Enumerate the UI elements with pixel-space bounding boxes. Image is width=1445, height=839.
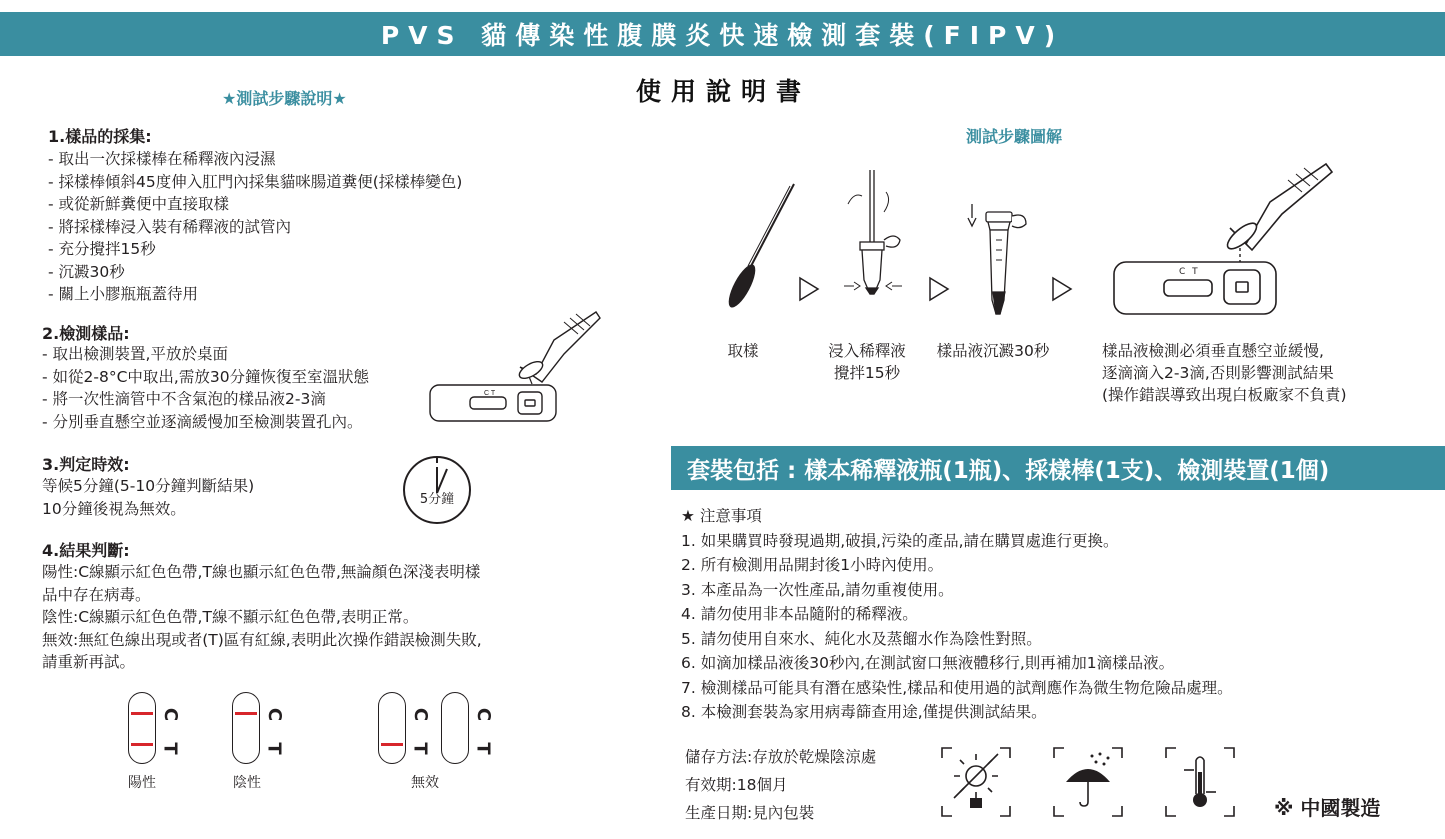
made-in-label: ※ 中國製造: [1274, 796, 1381, 820]
list-item: 5. 請勿使用自來水、純化水及蒸餾水作為陰性對照。: [681, 629, 1042, 648]
list-item: 8. 本檢測套裝為家用病毒篩查用途,僅提供測試結果。: [681, 703, 1047, 721]
temperature-limit-icon: [1164, 746, 1236, 818]
result-label-invalid: 無效: [411, 775, 439, 791]
storage-info: [685, 743, 876, 827]
section-testing-lines: [42, 343, 369, 433]
result-label-negative: 陰性: [233, 775, 261, 791]
keep-dry-icon: [1052, 746, 1124, 818]
production-date: 生產日期:見內包裝: [685, 804, 815, 822]
tube-settling-illustration: [964, 200, 1034, 320]
shelf-life: 有效期:18個月: [685, 776, 788, 794]
c-label: C: [473, 707, 495, 722]
caption-line: 攪拌15秒: [833, 364, 901, 382]
storage-method: 儲存方法:存放於乾燥陰涼處: [685, 748, 877, 766]
device-marks: C T: [1179, 267, 1200, 277]
c-label: C: [264, 707, 286, 722]
list-item: - 充分攪拌15秒: [48, 240, 156, 258]
test-device-dropper-illustration: [428, 312, 608, 424]
t-line: [131, 743, 153, 746]
notes-section: [681, 504, 1233, 725]
list-item: 品中存在病毒。: [42, 585, 151, 604]
t-label: T: [409, 742, 431, 755]
positive-strip: [128, 692, 156, 764]
caption-testing: [1102, 340, 1347, 406]
list-item: - 分別垂直懸空並逐滴緩慢加至檢測裝置孔內。: [42, 412, 363, 431]
caption-settling: [928, 340, 1058, 362]
list-item: - 採樣棒傾斜45度伸入肛門內採集貓咪腸道糞便(採樣棒變色): [48, 172, 463, 191]
notes-title: ★ 注意事項: [681, 507, 762, 525]
kit-contents-banner: [671, 446, 1445, 490]
caption-line: 逐滴滴入2-3滴,否則影響測試結果: [1102, 364, 1334, 382]
list-item: - 或從新鮮糞便中直接取樣: [48, 195, 230, 213]
section-results: [42, 538, 482, 674]
test-device-illustration: [1112, 162, 1342, 320]
list-item: - 沉澱30秒: [48, 262, 125, 281]
list-item: - 關上小膠瓶瓶蓋待用: [48, 285, 199, 303]
product-title: PVS 貓傳染性腹膜炎快速檢測套裝(FIPV): [380, 21, 1065, 50]
timer-label: 5分鐘: [419, 492, 455, 507]
tube-stirring-illustration: [840, 170, 910, 318]
keep-away-from-sunlight-icon: [940, 746, 1012, 818]
list-item: - 將一次性滴管中不含氣泡的樣品液2-3滴: [42, 390, 326, 408]
list-item: 等候5分鐘(5-10分鐘判斷結果): [42, 477, 255, 495]
caption-line: 浸入稀釋液: [828, 342, 906, 360]
c-label: C: [160, 707, 182, 722]
list-item: 請重新再試。: [42, 653, 136, 671]
svg-text:C T: C T: [484, 390, 496, 397]
arrow-right-icon: [798, 276, 820, 302]
invalid-strip-a: [378, 692, 406, 764]
header-banner: [0, 12, 1445, 56]
section-heading: 3.判定時效:: [42, 455, 130, 474]
caption-line: 取樣: [727, 342, 759, 360]
steps-title: ★測試步驟說明★: [222, 89, 347, 108]
t-label: T: [472, 742, 494, 755]
t-line: [381, 743, 403, 746]
negative-strip: [232, 692, 260, 764]
list-item: - 如從2-8°C中取出,需放30分鐘恢復至室溫狀態: [42, 367, 370, 386]
arrow-right-icon: [928, 276, 950, 302]
c-line: [131, 712, 153, 715]
diagram-title: 測試步驟圖解: [966, 127, 1063, 146]
list-item: 7. 檢測樣品可能具有潛在感染性,樣品和使用過的試劑應作為微生物危險品處理。: [681, 678, 1233, 697]
list-item: 2. 所有檢測用品開封後1小時內使用。: [681, 556, 944, 574]
section-heading: 2.檢測樣品:: [42, 324, 130, 343]
caption-line: (操作錯誤導致出現白板廠家不負責): [1102, 386, 1347, 404]
kit-contents-text: 套裝包括 : 樣本稀釋液瓶(1瓶)、採樣棒(1支)、檢測裝置(1個): [687, 457, 1330, 484]
list-item: 無效:無紅色線出現或者(T)區有紅線,表明此次操作錯誤檢測失敗,: [42, 630, 482, 649]
manual-title: 使用說明書: [636, 77, 812, 106]
list-item: 10分鐘後視為無效。: [42, 499, 186, 518]
section-sampling-lines: [48, 148, 462, 306]
arrow-right-icon: [1051, 276, 1073, 302]
list-item: 陽性:C線顯示紅色色帶,T線也顯示紅色色帶,無論顏色深淺表明樣: [42, 563, 481, 581]
result-label-positive: 陽性: [128, 775, 156, 791]
section-sampling: [48, 124, 152, 147]
list-item: - 取出一次採樣棒在稀釋液內浸濕: [48, 150, 276, 168]
t-label: T: [159, 742, 181, 755]
caption-line: 樣品液檢測必須垂直懸空並緩慢,: [1102, 342, 1324, 360]
list-item: 1. 如果購買時發現過期,破損,污染的產品,請在購買處進行更換。: [681, 531, 1119, 550]
caption-stirring: [818, 340, 916, 384]
list-item: 4. 請勿使用非本品隨附的稀釋液。: [681, 605, 918, 623]
list-item: - 取出檢測裝置,平放於桌面: [42, 345, 228, 363]
caption-line: 樣品液沉澱30秒: [936, 342, 1050, 360]
list-item: 3. 本產品為一次性產品,請勿重複使用。: [681, 580, 954, 599]
list-item: 陰性:C線顯示紅色色帶,T線不顯示紅色色帶,表明正常。: [42, 608, 419, 626]
section-heading: 4.結果判斷:: [42, 541, 130, 560]
section-testing: [42, 321, 130, 344]
section-timing: [42, 452, 254, 520]
list-item: - 將採樣棒浸入裝有稀釋液的試管內: [48, 217, 292, 236]
list-item: 6. 如滴加樣品液後30秒內,在測試窗口無液體移行,則再補加1滴樣品液。: [681, 654, 1175, 672]
c-label: C: [410, 707, 432, 722]
swab-illustration: [726, 182, 798, 312]
caption-sampling: [715, 340, 771, 362]
invalid-strip-b: [441, 692, 469, 764]
t-label: T: [263, 742, 285, 755]
c-line: [235, 712, 257, 715]
section-heading: 1.樣品的採集:: [48, 127, 152, 146]
